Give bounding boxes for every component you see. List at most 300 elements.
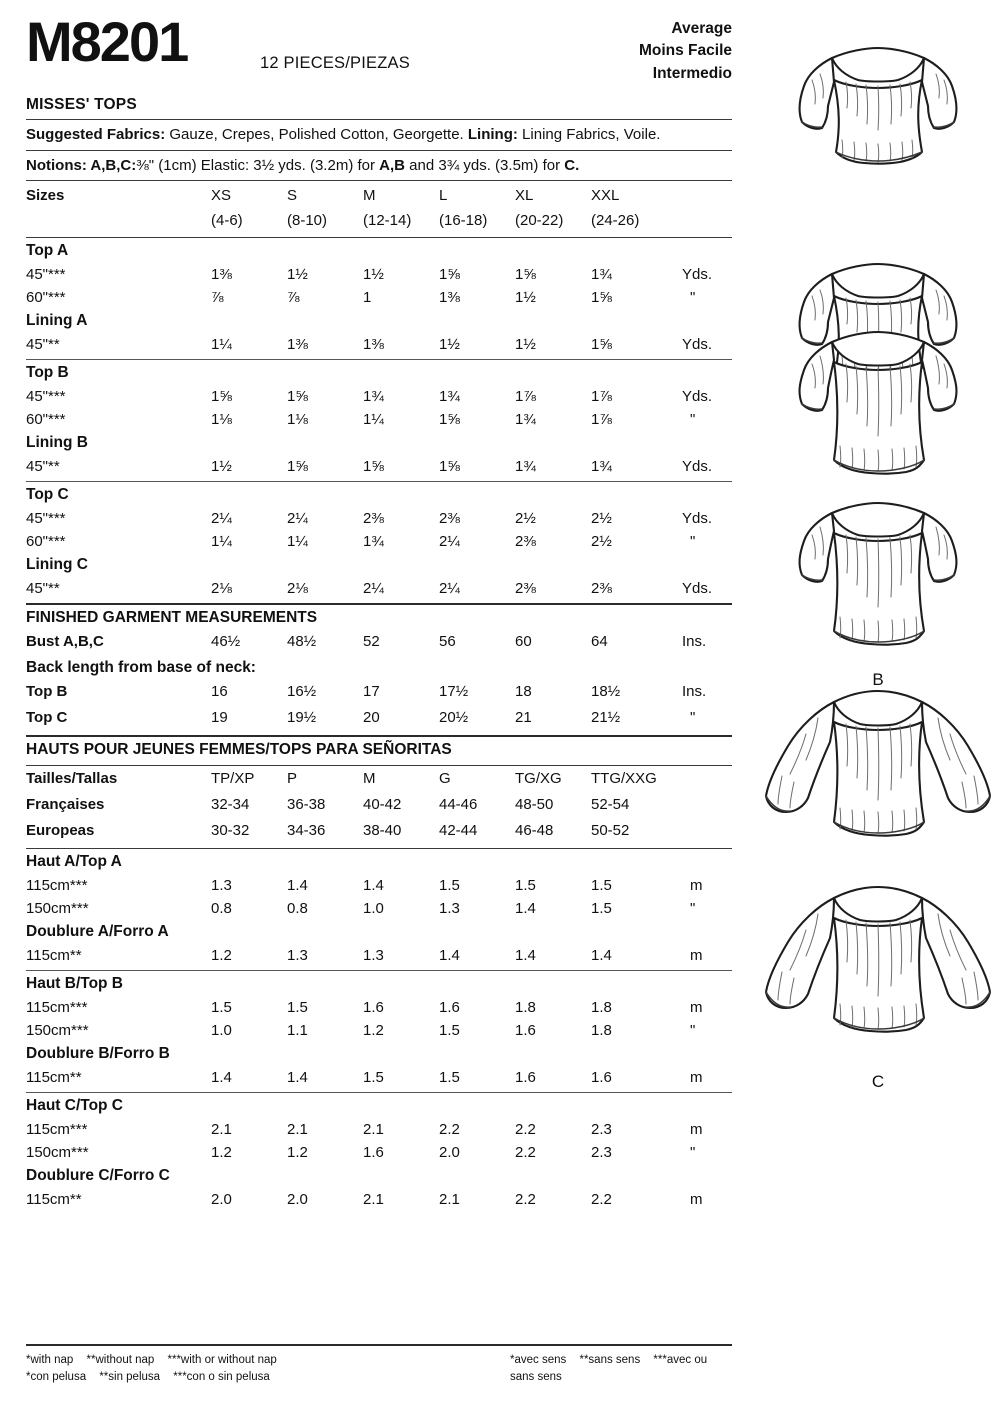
- row-label: 150cm***: [26, 1144, 89, 1161]
- row-label: 45"**: [26, 336, 60, 353]
- pattern-number: M8201: [26, 10, 188, 73]
- cell: 1.2: [211, 947, 232, 964]
- notions-line: [26, 151, 732, 181]
- cell: 2.2: [515, 1121, 536, 1138]
- footnotes-left: [26, 1352, 287, 1387]
- size-header-letters-row: [26, 187, 732, 212]
- cell: 16: [211, 683, 228, 700]
- view-label-b: B: [872, 670, 884, 689]
- cell: 1.6: [515, 1069, 536, 1086]
- size-letter-xs: XS: [211, 187, 232, 204]
- cell: 1.4: [287, 1069, 308, 1086]
- garment-b-back: [800, 503, 957, 645]
- cell: 1⅛: [287, 411, 308, 428]
- cell: 1½: [287, 266, 308, 283]
- table-row: [26, 510, 732, 533]
- notions-views-ab: A,B: [379, 156, 405, 174]
- cell: 1½: [211, 458, 232, 475]
- cell: 2.1: [363, 1121, 384, 1138]
- table-row: [26, 533, 732, 556]
- metric-section-title: [26, 741, 732, 765]
- cell: 1⅜: [363, 336, 384, 353]
- unit-cell: m: [690, 877, 703, 894]
- cell: 1.6: [363, 1144, 384, 1161]
- cell: 1.4: [211, 1069, 232, 1086]
- footnote-avec-sens: *avec sens: [510, 1354, 567, 1366]
- cell: 1.5: [439, 1069, 460, 1086]
- footnote-avec-ou-sans-sens: ***avec ou sans sens: [510, 1354, 708, 1384]
- metric-size-g: G: [439, 770, 451, 787]
- notions-value-1: ⅜" (1cm) Elastic: 3½ yds. (3.2m) for: [136, 156, 380, 174]
- cell: 1¼: [211, 336, 232, 353]
- cell: 1¾: [363, 388, 384, 405]
- row-label: Bust A,B,C: [26, 633, 104, 650]
- section-label: Haut C/Top C: [26, 1097, 124, 1114]
- row-label: 115cm**: [26, 1069, 82, 1086]
- view-group-c: [760, 676, 996, 1091]
- unit-cell: Yds.: [682, 336, 713, 353]
- cell: 16½: [287, 683, 317, 700]
- unit-cell: m: [690, 999, 703, 1016]
- footnote-spanish-row: [26, 1369, 287, 1386]
- cell: 2¼: [363, 580, 384, 597]
- cell: 1.5: [591, 900, 612, 917]
- table-row: [26, 266, 732, 289]
- view-label-c: C: [871, 1072, 885, 1091]
- notions-label: Notions: A,B,C:: [26, 156, 137, 174]
- metric-size-tg: TG/XG: [515, 770, 562, 787]
- footnote-french-row: [510, 1352, 732, 1387]
- cell: 36-38: [287, 796, 326, 813]
- row-label: Top C: [26, 709, 68, 726]
- row-label: 150cm***: [26, 900, 89, 917]
- section-title-haut-b: [26, 975, 732, 999]
- section-label: Doublure B/Forro B: [26, 1045, 170, 1062]
- row-label: 60"***: [26, 533, 66, 550]
- cell: 2.2: [515, 1144, 536, 1161]
- cell: 1⅜: [211, 266, 232, 283]
- size-number-m: (12-14): [363, 212, 412, 229]
- cell: 1⅜: [287, 336, 308, 353]
- cell: 1.1: [287, 1022, 308, 1039]
- section-label: Doublure C/Forro C: [26, 1167, 170, 1184]
- unit-cell: ": [690, 1144, 696, 1161]
- row-label: 45"***: [26, 510, 66, 527]
- row-label: 60"***: [26, 411, 66, 428]
- section-label: Lining B: [26, 434, 88, 451]
- size-number-xs: (4-6): [211, 212, 243, 229]
- cell: 1¼: [211, 533, 232, 550]
- cell: 32-34: [211, 796, 250, 813]
- cell: 1⅞: [515, 388, 536, 405]
- finished-measurements-title: [26, 609, 732, 633]
- cell: 0.8: [287, 900, 308, 917]
- section-label: Top B: [26, 364, 69, 381]
- section-title-top-b: [26, 364, 732, 388]
- table-row: [26, 1022, 732, 1045]
- metric-size-m: M: [363, 770, 376, 787]
- cell: 1.4: [439, 947, 460, 964]
- unit-cell: m: [690, 1191, 703, 1208]
- row-label: Top B: [26, 683, 68, 700]
- size-letter-s: S: [287, 187, 298, 204]
- cell: 2⅜: [439, 510, 460, 527]
- table-row: [26, 289, 732, 312]
- section-label: Top C: [26, 486, 69, 503]
- row-label: 115cm**: [26, 947, 82, 964]
- table-row: [26, 580, 732, 603]
- footnote-sin-pelusa: **sin pelusa: [99, 1371, 161, 1384]
- row-label: 60"***: [26, 289, 66, 306]
- cell: 2⅛: [211, 580, 232, 597]
- unit-cell: m: [690, 1121, 703, 1138]
- illustration-column: [760, 0, 996, 1404]
- cell: 1.6: [439, 999, 460, 1016]
- section-title-doublure-c: [26, 1167, 732, 1191]
- notions-view-c: C.: [564, 156, 580, 174]
- cell: 2½: [591, 510, 612, 527]
- unit-cell: ": [690, 411, 696, 428]
- information-column: [26, 0, 732, 1404]
- section-title-top-c: [26, 486, 732, 510]
- row-label: 115cm***: [26, 877, 88, 894]
- cell: 2⅛: [287, 580, 308, 597]
- view-b-illustration: [760, 320, 996, 485]
- cell: 1⅝: [287, 388, 308, 405]
- cell: 1.4: [591, 947, 612, 964]
- lining-value: Lining Fabrics, Voile.: [522, 126, 661, 143]
- row-label: Europeas: [26, 822, 95, 839]
- view-c-illustration-back: [760, 872, 996, 1062]
- cell: 1⅝: [363, 458, 384, 475]
- cell: 2.2: [591, 1191, 612, 1208]
- unit-cell: ": [690, 1022, 696, 1039]
- cell: 2.3: [591, 1144, 612, 1161]
- notions-value-2: and 3¾ yds. (3.5m) for: [405, 156, 565, 174]
- cell: 1.0: [363, 900, 384, 917]
- lining-label: Lining:: [467, 126, 518, 143]
- cell: 64: [591, 633, 608, 650]
- footnote-with-or-without-nap: ***with or without nap: [167, 1354, 277, 1366]
- cell: 2½: [515, 510, 536, 527]
- cell: 2¼: [439, 533, 460, 550]
- table-row: [26, 1121, 732, 1144]
- row-label: 115cm***: [26, 1121, 88, 1138]
- cell: 2¼: [211, 510, 232, 527]
- cell: 1.6: [591, 1069, 612, 1086]
- garment-a-front: [800, 48, 957, 164]
- view-group-b: [760, 320, 996, 689]
- table-row: [26, 1069, 732, 1092]
- cell: 60: [515, 633, 532, 650]
- cell: 46-48: [515, 822, 554, 839]
- section-title-lining-b: [26, 434, 732, 458]
- cell: 1⅝: [515, 266, 536, 283]
- section-label: FINISHED GARMENT MEASUREMENTS: [26, 609, 318, 626]
- cell: 1½: [515, 289, 536, 306]
- cell: 48-50: [515, 796, 554, 813]
- cell: 2⅜: [363, 510, 384, 527]
- cell: 56: [439, 633, 456, 650]
- cell: 2½: [591, 533, 612, 550]
- cell: 1⅞: [591, 411, 612, 428]
- row-label: 150cm***: [26, 1022, 89, 1039]
- cell: 1.2: [287, 1144, 308, 1161]
- section-label: Doublure A/Forro A: [26, 923, 169, 940]
- cell: 2⅜: [515, 533, 536, 550]
- footnote-without-nap: **without nap: [86, 1354, 155, 1366]
- cell: ⅞: [211, 289, 224, 306]
- cell: 17: [363, 683, 380, 700]
- cell: 1.3: [287, 947, 308, 964]
- cell: 1.3: [363, 947, 384, 964]
- table-row: [26, 458, 732, 481]
- cell: 1.5: [287, 999, 308, 1016]
- cell: 44-46: [439, 796, 478, 813]
- garment-c-back: [766, 887, 990, 1032]
- footnote-con-o-sin-pelusa: ***con o sin pelusa: [173, 1371, 270, 1384]
- cell: 1¾: [439, 388, 460, 405]
- cell: 1⅝: [591, 289, 612, 306]
- cell: 1.5: [211, 999, 232, 1016]
- header: [26, 0, 732, 96]
- cell: ⅞: [287, 289, 300, 306]
- cell: 1.8: [591, 999, 612, 1016]
- cell: 52-54: [591, 796, 630, 813]
- suggested-fabrics-line: [26, 120, 732, 150]
- cell: 2⅜: [515, 580, 536, 597]
- unit-cell: m: [690, 947, 703, 964]
- cell: 1¾: [591, 458, 612, 475]
- cell: 2.0: [439, 1144, 460, 1161]
- section-title-haut-a: [26, 853, 732, 877]
- table-row: [26, 1144, 732, 1167]
- size-number-xxl: (24-26): [591, 212, 640, 229]
- cell: 2¼: [439, 580, 460, 597]
- divider: [26, 1344, 732, 1346]
- cell: 48½: [287, 633, 317, 650]
- cell: 19½: [287, 709, 317, 726]
- cell: 2.1: [363, 1191, 384, 1208]
- cell: 1¾: [515, 411, 536, 428]
- unit-cell: m: [690, 1069, 703, 1086]
- sizes-label: Sizes: [26, 187, 65, 204]
- table-row: [26, 633, 732, 659]
- difficulty-rating: [639, 18, 732, 85]
- unit-cell: Yds.: [682, 510, 713, 527]
- cell: 2.2: [515, 1191, 536, 1208]
- cell: 1.4: [287, 877, 308, 894]
- cell: 30-32: [211, 822, 250, 839]
- row-label: 45"**: [26, 580, 60, 597]
- cell: 42-44: [439, 822, 478, 839]
- cell: 18: [515, 683, 532, 700]
- cell: 2.1: [287, 1121, 308, 1138]
- section-label: Lining C: [26, 556, 88, 573]
- cell: 40-42: [363, 796, 402, 813]
- unit-cell: ": [690, 900, 696, 917]
- table-row: [26, 683, 732, 709]
- view-a-illustration: [760, 18, 996, 268]
- cell: 17½: [439, 683, 469, 700]
- cell: 1⅝: [287, 458, 308, 475]
- cell: 34-36: [287, 822, 326, 839]
- category-title: MISSES' TOPS: [26, 96, 137, 113]
- cell: 1.5: [515, 877, 536, 894]
- cell: 1⅝: [439, 266, 460, 283]
- section-label: HAUTS POUR JEUNES FEMMES/TOPS PARA SEÑORITAS: [26, 741, 452, 758]
- garment-c-front: [766, 691, 990, 836]
- cell: 1.3: [211, 877, 232, 894]
- size-letter-m: M: [363, 187, 376, 204]
- cell: 1.4: [515, 900, 536, 917]
- cell: 1¾: [515, 458, 536, 475]
- size-letter-l: L: [439, 187, 448, 204]
- table-row: [26, 877, 732, 900]
- section-title-lining-c: [26, 556, 732, 580]
- european-sizes-row: [26, 822, 732, 848]
- section-label: Lining A: [26, 312, 88, 329]
- metric-sizes-label: Tailles/Tallas: [26, 770, 118, 787]
- cell: 1⅝: [591, 336, 612, 353]
- cell: 1.8: [515, 999, 536, 1016]
- cell: 1⅜: [439, 289, 460, 306]
- table-row: [26, 900, 732, 923]
- table-row: [26, 999, 732, 1022]
- cell: 1.6: [363, 999, 384, 1016]
- table-row: [26, 388, 732, 411]
- cell: 1.5: [363, 1069, 384, 1086]
- cell: 2⅜: [591, 580, 612, 597]
- row-label: 45"**: [26, 458, 60, 475]
- cell: 1¼: [287, 533, 308, 550]
- table-row: [26, 336, 732, 359]
- cell: 18½: [591, 683, 621, 700]
- cell: 50-52: [591, 822, 630, 839]
- cell: 1.0: [211, 1022, 232, 1039]
- cell: 1.6: [515, 1022, 536, 1039]
- unit-cell: Ins.: [682, 683, 707, 700]
- cell: 2.0: [211, 1191, 232, 1208]
- cell: 2.2: [439, 1121, 460, 1138]
- cell: 38-40: [363, 822, 402, 839]
- row-label: Françaises: [26, 796, 105, 813]
- size-letter-xl: XL: [515, 187, 534, 204]
- unit-cell: Ins.: [682, 633, 707, 650]
- cell: 1⅛: [211, 411, 232, 428]
- metric-size-header-row: [26, 770, 732, 796]
- unit-cell: Yds.: [682, 388, 713, 405]
- cell: 1½: [439, 336, 460, 353]
- footnotes-right: [510, 1352, 732, 1387]
- size-number-l: (16-18): [439, 212, 488, 229]
- footnote-sans-sens: **sans sens: [579, 1354, 641, 1366]
- cell: 1.2: [363, 1022, 384, 1039]
- cell: 20: [363, 709, 380, 726]
- cell: 1¾: [363, 533, 384, 550]
- footnote-english-row: [26, 1352, 287, 1369]
- table-row: [26, 947, 732, 970]
- cell: 1.2: [211, 1144, 232, 1161]
- section-label: Haut A/Top A: [26, 853, 122, 870]
- cell: 2.1: [211, 1121, 232, 1138]
- section-title-doublure-b: [26, 1045, 732, 1069]
- footnote-with-nap: *with nap: [26, 1354, 74, 1366]
- size-header-numbers-row: [26, 212, 732, 237]
- cell: 46½: [211, 633, 241, 650]
- difficulty-spanish: Intermedio: [652, 64, 732, 82]
- cell: 1.3: [439, 900, 460, 917]
- metric-size-tp: TP/XP: [211, 770, 255, 787]
- difficulty-english: Average: [671, 20, 732, 37]
- view-b-illustration-back: [760, 491, 996, 656]
- cell: 1½: [363, 266, 384, 283]
- cell: 21: [515, 709, 532, 726]
- cell: 2¼: [287, 510, 308, 527]
- view-c-illustration: [760, 676, 996, 866]
- cell: 20½: [439, 709, 469, 726]
- cell: 1¼: [363, 411, 384, 428]
- cell: 1⅝: [439, 458, 460, 475]
- suggested-fabrics-label: Suggested Fabrics:: [26, 126, 166, 143]
- section-label: Haut B/Top B: [26, 975, 124, 992]
- row-label: 115cm**: [26, 1191, 82, 1208]
- section-title-top-a: [26, 242, 732, 266]
- cell: 0.8: [211, 900, 232, 917]
- cell: 1: [363, 289, 372, 306]
- cell: 1½: [515, 336, 536, 353]
- unit-cell: ": [690, 709, 696, 726]
- cell: 21½: [591, 709, 621, 726]
- suggested-fabrics-value: Gauze, Crepes, Polished Cotton, Georgette.: [169, 126, 464, 143]
- row-label: 115cm***: [26, 999, 88, 1016]
- size-letter-xxl: XXL: [591, 187, 620, 204]
- cell: 1⅞: [591, 388, 612, 405]
- section-title-lining-a: [26, 312, 732, 336]
- cell: 2.1: [439, 1191, 460, 1208]
- cell: 2.3: [591, 1121, 612, 1138]
- difficulty-french: Moins Facile: [638, 42, 732, 60]
- size-number-s: (8-10): [287, 212, 328, 229]
- unit-cell: ": [690, 533, 696, 550]
- row-label: 45"***: [26, 388, 66, 405]
- cell: 19: [211, 709, 228, 726]
- cell: 1⅝: [211, 388, 232, 405]
- section-label: Top A: [26, 242, 69, 259]
- section-label: Back length from base of neck:: [26, 659, 256, 676]
- size-number-xl: (20-22): [515, 212, 564, 229]
- unit-cell: Yds.: [682, 458, 713, 475]
- metric-size-p: P: [287, 770, 298, 787]
- garment-b-front: [800, 332, 957, 474]
- footnotes: [26, 1344, 732, 1386]
- table-row: [26, 1191, 732, 1214]
- cell: 2.0: [287, 1191, 308, 1208]
- cell: 1.8: [591, 1022, 612, 1039]
- unit-cell: ": [690, 289, 696, 306]
- cell: 1.5: [439, 1022, 460, 1039]
- unit-cell: Yds.: [682, 266, 713, 283]
- table-row: [26, 411, 732, 434]
- cell: 1.4: [363, 877, 384, 894]
- footnote-con-pelusa: *con pelusa: [26, 1371, 87, 1384]
- piece-count: 12 PIECES/PIEZAS: [260, 54, 410, 72]
- back-length-label: [26, 659, 732, 683]
- cell: 1.5: [591, 877, 612, 894]
- section-title-haut-c: [26, 1097, 732, 1121]
- cell: 1⅝: [439, 411, 460, 428]
- cell: 52: [363, 633, 380, 650]
